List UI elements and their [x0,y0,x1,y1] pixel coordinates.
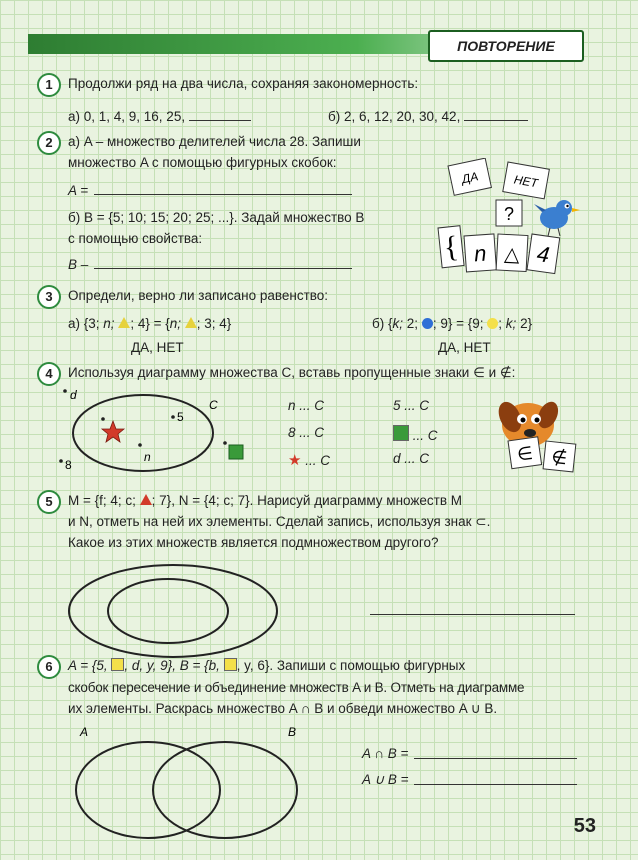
task5-line1-a: M = {f; 4; c; [68,493,136,508]
card-question-text: ? [503,204,515,224]
task4-item-5-text: ... C [305,453,330,468]
task3-b-p1: б) { [372,316,393,331]
task6-intersection-blank[interactable] [414,758,577,759]
task4-item-4[interactable] [393,425,438,443]
card-4-text: 4 [535,241,552,268]
task5-line1-b: ; 7}, N = {4; c; 7}. Нарисуй диаграмму множеств M [151,493,463,508]
set-a-ellipse [76,742,220,838]
task4-item-4-text: ... C [412,428,438,443]
task3-a-p1: а) {3; [68,316,100,331]
point-d [63,389,67,393]
task6-venn [60,722,320,842]
task6-union-label: A ∪ B = [362,772,409,787]
task-number-2: 2 [37,131,61,155]
red-star-icon: ★ [288,452,302,469]
task5-line2: и N, отметь на ней их элементы. Сделай запись, используя знак ⊂. [68,514,491,529]
task4-text: Используя диаграмму множества C, вставь пропущенные знаки ∈ и ∉: [68,365,516,380]
set-b-ellipse [153,742,297,838]
task6-line3: их элементы. Раскрась множество A ∩ B и обведи множество A ∪ B. [68,701,498,716]
task1-b-text: б) 2, 6, 12, 20, 30, 42, [328,109,461,124]
red-triangle-icon [140,494,152,505]
card-n [464,234,496,272]
task1-b-blank[interactable] [464,109,528,121]
task4-item-6[interactable]: d ... C [393,451,430,466]
point-n [138,443,142,447]
task1-text: Продолжи ряд на два числа, сохраняя закономерность: [68,76,419,91]
card-triangle-text: △ [503,243,521,267]
label-8: 8 [65,458,72,472]
task2-a-blank[interactable] [94,194,352,195]
task-number-6: 6 [37,655,61,679]
task-number-1: 1 [37,73,61,97]
header-title: ПОВТОРЕНИЕ [428,30,584,62]
task2-line1: а) A – множество делителей числа 28. Запиши [68,134,361,149]
card-n-text: n [473,240,488,267]
task3-a-p4: n; [169,316,182,331]
card-da [448,158,491,195]
task-number-5: 5 [37,490,61,514]
task6-line1-b: , d, y, 9}, B = {b, [124,658,220,673]
task5-diagram [60,560,290,665]
task3-a-p5: ; 3; 4} [196,316,232,331]
task1-a [68,109,251,124]
green-square-icon [229,445,243,459]
dog-illustration [488,385,598,475]
task3-b-p3: 2; [406,316,419,331]
task6-intersection-label: A ∩ B = [362,746,409,761]
card-notin-text: ∉ [550,446,569,470]
task2-b-label: B – [68,257,89,272]
task2-b-blank[interactable] [94,268,352,269]
card-brace-text: { [442,230,460,265]
task6-line1 [68,658,465,673]
task2-illustration [430,158,600,283]
card-question [496,200,522,226]
task2-a-label: A = [68,183,89,198]
card-notin [543,441,576,472]
task5-line3: Какое из этих множеств является подмножеством другого? [68,535,439,550]
green-square-icon [393,425,409,441]
task3-b-p4: ; 9} = {9; [432,316,484,331]
task1-a-text: а) 0, 1, 4, 9, 16, 25, [68,109,186,124]
point-star [101,417,105,421]
task-number-4: 4 [37,362,61,386]
card-brace [438,226,464,268]
task3-text: Определи, верно ли записано равенство: [68,288,329,303]
card-da-text: ДА [460,169,480,187]
task4-item-1[interactable]: n ... C [288,398,325,413]
task-number-3: 3 [37,285,61,309]
red-star-icon [102,421,124,442]
card-triangle [496,234,528,272]
task3-b [372,316,532,331]
task3-b-p5: ; [498,316,503,331]
bird-icon [534,200,580,236]
task3-b-p2: k; [392,316,404,331]
yellow-square-icon [224,658,237,671]
yellow-triangle-icon [185,317,197,328]
label-5: 5 [177,410,184,424]
task4-item-3[interactable]: 8 ... C [288,425,325,440]
task3-b-p6: k; [505,316,517,331]
label-n: n [144,450,151,464]
point-5 [171,415,175,419]
task2-line4: с помощью свойства: [68,231,203,246]
card-in-text: ∈ [515,442,535,466]
task4-item-5[interactable] [288,451,330,469]
card-net [503,162,550,199]
task3-b-p7: 2} [520,316,533,331]
task6-line1-c: , y, 6}. Запиши с помощью фигурных [236,658,466,673]
task5-line1 [68,493,462,508]
page-number: 53 [573,815,596,837]
task2-line2: множество A с помощью фигурных скобок: [68,155,337,170]
task6-line1-a: A = {5, [68,658,108,673]
task6-line2: скобок пересечение и объединение множеств A и B. Отметь на диаграмме [68,680,525,695]
point-square [223,441,227,445]
task4-item-2[interactable]: 5 ... C [393,398,430,413]
label-d: d [70,388,77,402]
label-c: C [209,398,218,412]
task1-b [328,109,528,124]
yellow-circle-icon [487,318,498,329]
task6-union-blank[interactable] [414,784,577,785]
label-b: B [288,725,297,739]
card-in [508,437,542,469]
task4-diagram [55,385,265,485]
task5-answer-blank[interactable] [370,614,575,615]
task3-a-answer[interactable]: ДА, НЕТ [131,340,184,355]
task3-a-p3: ; 4} = { [130,316,170,331]
blue-circle-icon [422,318,433,329]
yellow-square-icon [111,658,124,671]
task3-a-p2: n; [103,316,115,331]
task1-a-blank[interactable] [189,109,251,121]
set-n-ellipse [108,579,228,643]
yellow-triangle-icon [118,317,130,328]
card-net-text: НЕТ [512,172,539,191]
label-a: A [80,725,89,739]
task3-b-answer[interactable]: ДА, НЕТ [438,340,491,355]
task3-a [68,316,231,331]
point-8 [59,459,63,463]
card-4 [527,234,560,274]
set-c-ellipse [73,395,213,471]
task2-line3: б) B = {5; 10; 15; 20; 25; ...}. Задай множество B [68,210,365,225]
